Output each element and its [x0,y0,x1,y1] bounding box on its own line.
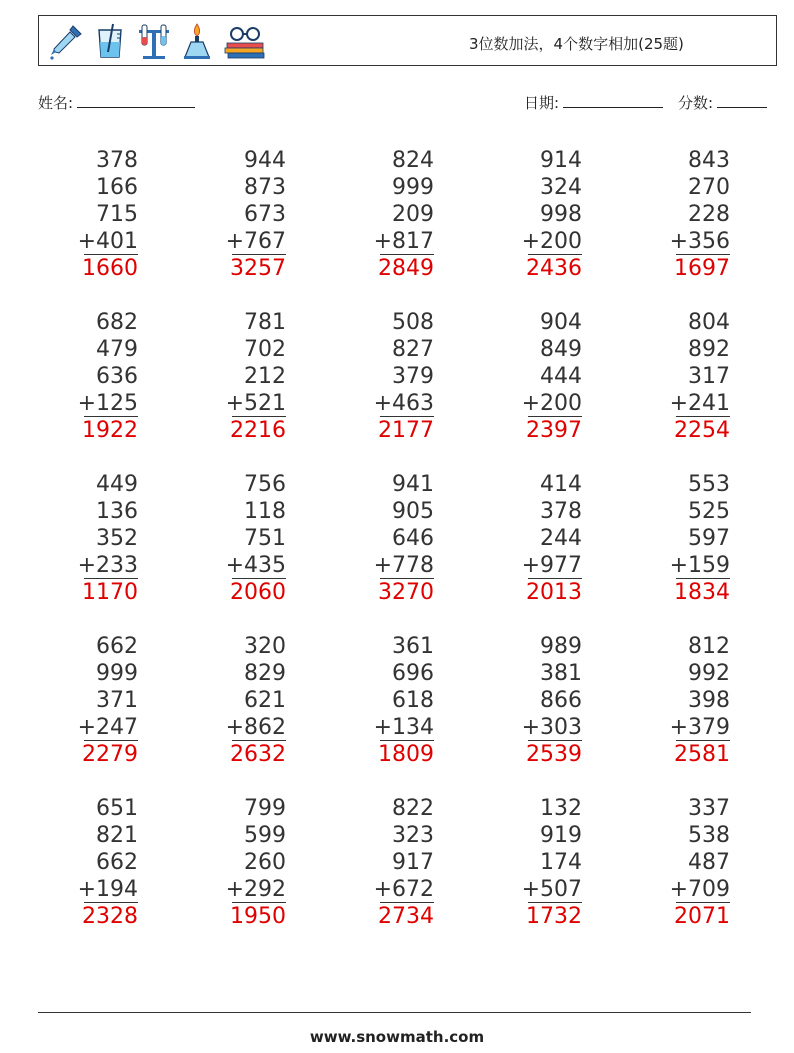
addend-4: +200 [521,229,582,254]
addend-2: 323 [392,823,434,848]
addend-3: 260 [244,850,286,875]
problem-15 [630,471,730,605]
sum-rule [232,902,286,903]
answer: 1950 [230,904,286,929]
addend-2: 873 [244,175,286,200]
addend-2: 827 [392,337,434,362]
addend-2: 905 [392,499,434,524]
footer-divider [38,1012,751,1013]
addend-4: +134 [373,715,434,740]
score-line[interactable] [717,93,767,108]
addend-3: 998 [540,202,582,227]
addend-1: 662 [96,634,138,659]
addend-4: +379 [669,715,730,740]
header-icons [47,20,267,62]
addend-1: 756 [244,472,286,497]
addend-2: 324 [540,175,582,200]
problem-22 [186,795,286,929]
answer: 2632 [230,742,286,767]
answer: 1697 [674,256,730,281]
answer: 1170 [82,580,138,605]
addend-4: +356 [669,229,730,254]
answer: 2581 [674,742,730,767]
addend-2: 999 [96,661,138,686]
sum-rule [232,254,286,255]
addend-1: 804 [688,310,730,335]
answer: 2436 [526,256,582,281]
addend-2: 599 [244,823,286,848]
sum-rule [380,902,434,903]
sum-rule [84,740,138,741]
addend-4: +709 [669,877,730,902]
name-label: 姓名: [38,94,74,112]
sum-rule [380,254,434,255]
answer: 2397 [526,418,582,443]
addend-2: 118 [244,499,286,524]
addend-1: 824 [392,148,434,173]
problem-21 [38,795,138,929]
addend-3: 398 [688,688,730,713]
answer: 3270 [378,580,434,605]
addend-3: 751 [244,526,286,551]
sum-rule [528,740,582,741]
addend-1: 414 [540,472,582,497]
name-field [38,92,195,113]
addend-3: 673 [244,202,286,227]
sum-rule [380,740,434,741]
addend-1: 337 [688,796,730,821]
problem-10 [630,309,730,443]
problem-7 [186,309,286,443]
sum-rule [84,254,138,255]
addend-2: 919 [540,823,582,848]
addend-1: 449 [96,472,138,497]
addend-2: 538 [688,823,730,848]
addend-4: +125 [77,391,138,416]
addend-3: 715 [96,202,138,227]
answer: 1732 [526,904,582,929]
dropper-icon [47,22,85,60]
addend-1: 651 [96,796,138,821]
addend-3: 487 [688,850,730,875]
addend-4: +247 [77,715,138,740]
addend-1: 682 [96,310,138,335]
sum-rule [84,416,138,417]
score-label: 分数: [678,94,714,112]
problem-25 [630,795,730,929]
addend-3: 317 [688,364,730,389]
worksheet-title: 3位数加法，4个数字相加(25题) [469,35,684,53]
addend-4: +977 [521,553,582,578]
sum-rule [232,416,286,417]
test-tubes-icon [137,22,171,60]
addend-2: 849 [540,337,582,362]
addend-4: +463 [373,391,434,416]
addend-1: 812 [688,634,730,659]
addend-1: 799 [244,796,286,821]
sum-rule [528,254,582,255]
addend-2: 696 [392,661,434,686]
addend-3: 662 [96,850,138,875]
addend-2: 479 [96,337,138,362]
sum-rule [528,578,582,579]
addend-1: 944 [244,148,286,173]
addend-3: 352 [96,526,138,551]
answer: 3257 [230,256,286,281]
answer: 1922 [82,418,138,443]
addend-2: 829 [244,661,286,686]
sum-rule [232,578,286,579]
addend-1: 320 [244,634,286,659]
addend-3: 174 [540,850,582,875]
sum-rule [84,578,138,579]
addend-3: 917 [392,850,434,875]
problem-9 [482,309,582,443]
answer: 1660 [82,256,138,281]
sum-rule [676,740,730,741]
answer: 2328 [82,904,138,929]
addend-2: 270 [688,175,730,200]
problem-4 [482,147,582,281]
addend-3: 371 [96,688,138,713]
problem-2 [186,147,286,281]
answer: 2013 [526,580,582,605]
addend-1: 361 [392,634,434,659]
problem-17 [186,633,286,767]
problem-14 [482,471,582,605]
name-line[interactable] [77,93,195,108]
problem-1 [38,147,138,281]
addend-1: 378 [96,148,138,173]
problem-13 [334,471,434,605]
answer: 2279 [82,742,138,767]
addend-1: 843 [688,148,730,173]
answer: 2177 [378,418,434,443]
addend-4: +233 [77,553,138,578]
addend-4: +778 [373,553,434,578]
sum-rule [676,254,730,255]
problem-3 [334,147,434,281]
sum-rule [676,578,730,579]
addend-3: 618 [392,688,434,713]
addend-2: 702 [244,337,286,362]
addend-1: 508 [392,310,434,335]
addend-1: 904 [540,310,582,335]
addend-1: 941 [392,472,434,497]
addend-3: 379 [392,364,434,389]
answer: 2216 [230,418,286,443]
answer: 2060 [230,580,286,605]
beaker-icon [95,22,127,60]
addend-4: +401 [77,229,138,254]
problem-11 [38,471,138,605]
addend-3: 636 [96,364,138,389]
date-label: 日期: [524,94,560,112]
addend-1: 989 [540,634,582,659]
sum-rule [528,416,582,417]
addend-3: 209 [392,202,434,227]
answer: 1809 [378,742,434,767]
sum-rule [380,578,434,579]
addend-4: +303 [521,715,582,740]
problem-20 [630,633,730,767]
date-line[interactable] [563,93,663,108]
problem-18 [334,633,434,767]
addend-2: 992 [688,661,730,686]
addend-3: 646 [392,526,434,551]
answer: 2849 [378,256,434,281]
addend-4: +672 [373,877,434,902]
addend-4: +241 [669,391,730,416]
score-field [678,92,767,113]
problem-6 [38,309,138,443]
addend-1: 132 [540,796,582,821]
addend-2: 821 [96,823,138,848]
addend-4: +200 [521,391,582,416]
addend-2: 136 [96,499,138,524]
addend-4: +435 [225,553,286,578]
addend-4: +521 [225,391,286,416]
addend-2: 892 [688,337,730,362]
addend-1: 781 [244,310,286,335]
addend-3: 621 [244,688,286,713]
addend-2: 166 [96,175,138,200]
problem-5 [630,147,730,281]
header-box [38,15,777,66]
addend-3: 228 [688,202,730,227]
addend-4: +292 [225,877,286,902]
problem-23 [334,795,434,929]
addend-2: 381 [540,661,582,686]
addend-1: 822 [392,796,434,821]
problem-24 [482,795,582,929]
books-glasses-icon [223,22,267,60]
problem-8 [334,309,434,443]
answer: 1834 [674,580,730,605]
answer: 2539 [526,742,582,767]
addend-1: 553 [688,472,730,497]
addend-2: 378 [540,499,582,524]
problem-16 [38,633,138,767]
problem-19 [482,633,582,767]
addend-2: 525 [688,499,730,524]
sum-rule [676,416,730,417]
addend-1: 914 [540,148,582,173]
sum-rule [232,740,286,741]
addend-2: 999 [392,175,434,200]
burner-icon [181,22,213,60]
addend-4: +862 [225,715,286,740]
answer: 2071 [674,904,730,929]
addend-3: 212 [244,364,286,389]
sum-rule [84,902,138,903]
footer-site: www.snowmath.com [309,1028,485,1046]
date-field [524,92,663,113]
problem-12 [186,471,286,605]
addend-4: +507 [521,877,582,902]
addend-3: 444 [540,364,582,389]
sum-rule [676,902,730,903]
sum-rule [380,416,434,417]
addend-3: 597 [688,526,730,551]
addend-4: +767 [225,229,286,254]
sum-rule [528,902,582,903]
addend-4: +194 [77,877,138,902]
addend-4: +817 [373,229,434,254]
answer: 2254 [674,418,730,443]
addend-3: 244 [540,526,582,551]
answer: 2734 [378,904,434,929]
addend-3: 866 [540,688,582,713]
addend-4: +159 [669,553,730,578]
